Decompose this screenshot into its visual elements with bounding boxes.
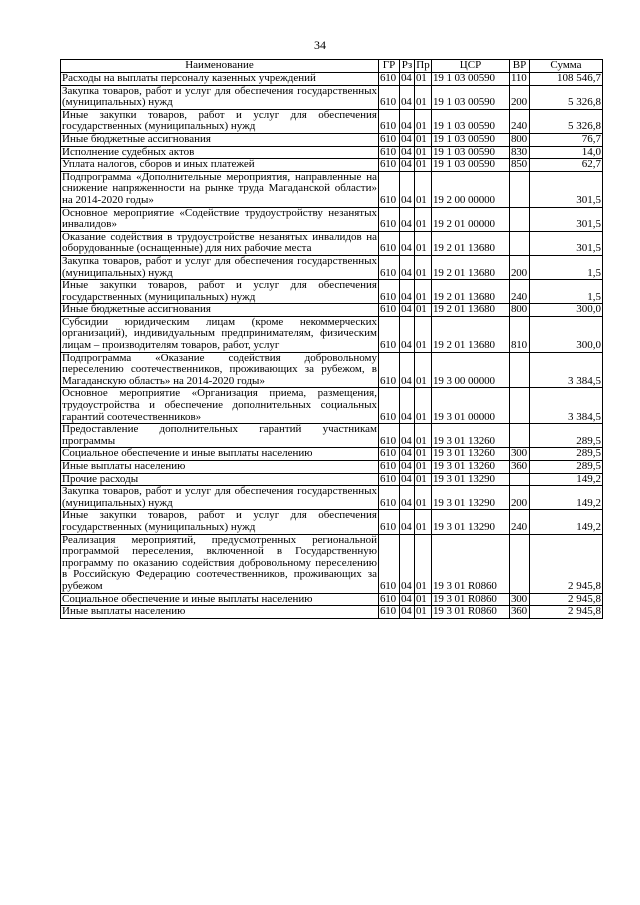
row-name-cell: Реализация мероприятий, предусмотренных региональной программой переселения, включенной в Государственную программу по оказанию содействия добровольному переселению в Российскую Федерацию соотечественников, проживающих за рубежом: [62, 534, 377, 592]
row-vr-cell: [510, 388, 530, 424]
budget-table-body: [61, 73, 603, 619]
row-sum-cell: 5 326,8: [530, 109, 603, 133]
row-csr-cell: 19 2 01 13680: [432, 316, 510, 352]
row-vr-cell: 300: [510, 593, 530, 606]
row-name-cell: Социальное обеспечение и иные выплаты населению: [61, 448, 379, 461]
row-sum-cell: 2 945,8: [530, 534, 603, 593]
row-pr-cell: 01: [415, 473, 432, 486]
row-name-cell: Подпрограмма «Дополнительные мероприятия, направленные на снижение напряженности на рынке труда Магаданской области» на 2014-2020 годы»: [62, 171, 377, 206]
row-gr-cell: 610: [379, 316, 400, 352]
table-row: [61, 316, 603, 352]
row-rz-cell: 04: [400, 255, 415, 279]
row-sum-cell: 149,2: [530, 486, 603, 510]
row-sum-cell: 2 945,8: [530, 593, 603, 606]
row-gr-cell: 610: [379, 73, 400, 86]
row-rz-cell: 04: [400, 73, 415, 86]
table-row: [61, 486, 603, 510]
row-sum-cell: 301,5: [530, 231, 603, 255]
row-name-cell: Иные выплаты населению: [61, 461, 379, 474]
row-rz-cell: 04: [400, 171, 415, 207]
row-csr-cell: 19 1 03 00590: [432, 85, 510, 109]
row-sum-cell: 289,5: [530, 448, 603, 461]
table-row: [61, 352, 603, 388]
table-row: [61, 448, 603, 461]
row-rz-cell: 04: [400, 606, 415, 619]
row-vr-cell: 110: [510, 73, 530, 86]
row-pr-cell: 01: [415, 231, 432, 255]
row-csr-cell: 19 1 03 00590: [432, 159, 510, 172]
row-gr-cell: 610: [379, 388, 400, 424]
row-name-cell: Иные закупки товаров, работ и услуг для обеспечения государственных (муниципальных) нужд: [62, 109, 377, 133]
row-vr-cell: 850: [510, 159, 530, 172]
row-vr-cell: [510, 352, 530, 388]
row-rz-cell: 04: [400, 280, 415, 304]
row-gr-cell: 610: [379, 534, 400, 593]
row-gr-cell: 610: [379, 352, 400, 388]
table-row: [61, 73, 603, 86]
row-pr-cell: 01: [415, 316, 432, 352]
row-csr-cell: 19 3 01 13260: [432, 461, 510, 474]
header-pr: Пр: [416, 59, 430, 72]
table-row: [61, 593, 603, 606]
table-row: [61, 231, 603, 255]
row-sum-cell: 301,5: [530, 207, 603, 231]
row-pr-cell: 01: [415, 388, 432, 424]
row-sum-cell: 3 384,5: [530, 352, 603, 388]
row-rz-cell: 04: [400, 304, 415, 317]
row-name-cell: Иные закупки товаров, работ и услуг для обеспечения государственных (муниципальных) нужд: [62, 279, 377, 303]
row-sum-cell: 108 546,7: [530, 73, 603, 86]
row-gr-cell: 610: [379, 159, 400, 172]
row-pr-cell: 01: [415, 352, 432, 388]
row-csr-cell: 19 2 01 00000: [432, 207, 510, 231]
table-row: [61, 304, 603, 317]
row-csr-cell: 19 3 01 13290: [432, 486, 510, 510]
row-vr-cell: 800: [510, 304, 530, 317]
row-gr-cell: 610: [379, 280, 400, 304]
row-name-cell: Предоставление дополнительных гарантий участникам программы: [62, 423, 377, 447]
row-csr-cell: 19 1 03 00590: [432, 73, 510, 86]
row-csr-cell: 19 3 01 R0860: [432, 606, 510, 619]
table-header-row: [61, 60, 603, 73]
row-pr-cell: 01: [415, 534, 432, 593]
row-vr-cell: 830: [510, 146, 530, 159]
row-csr-cell: 19 3 01 13260: [432, 424, 510, 448]
row-vr-cell: [510, 231, 530, 255]
row-pr-cell: 01: [415, 280, 432, 304]
header-name: Наименование: [61, 60, 379, 73]
row-csr-cell: 19 2 01 13680: [432, 231, 510, 255]
row-sum-cell: 1,5: [530, 280, 603, 304]
row-gr-cell: 610: [379, 606, 400, 619]
table-row: [61, 280, 603, 304]
row-csr-cell: 19 3 01 13260: [432, 448, 510, 461]
row-sum-cell: 3 384,5: [530, 388, 603, 424]
row-pr-cell: 01: [415, 424, 432, 448]
row-rz-cell: 04: [400, 510, 415, 534]
row-pr-cell: 01: [415, 133, 432, 146]
row-rz-cell: 04: [400, 146, 415, 159]
row-pr-cell: 01: [415, 593, 432, 606]
row-gr-cell: 610: [379, 231, 400, 255]
row-vr-cell: 800: [510, 133, 530, 146]
row-rz-cell: 04: [400, 593, 415, 606]
row-pr-cell: 01: [415, 606, 432, 619]
row-csr-cell: 19 3 01 00000: [432, 388, 510, 424]
row-rz-cell: 04: [400, 207, 415, 231]
table-row: [61, 171, 603, 207]
row-name-cell: Социальное обеспечение и иные выплаты населению: [61, 593, 379, 606]
row-vr-cell: 300: [510, 448, 530, 461]
row-pr-cell: 01: [415, 171, 432, 207]
row-csr-cell: 19 3 01 R0860: [432, 534, 510, 593]
row-gr-cell: 610: [379, 133, 400, 146]
row-pr-cell: 01: [415, 255, 432, 279]
header-csr: ЦСР: [432, 60, 510, 73]
row-csr-cell: 19 2 01 13680: [432, 304, 510, 317]
row-pr-cell: 01: [415, 461, 432, 474]
row-name-cell: Подпрограмма «Оказание содействия добровольному переселению соотечественников, проживающих за рубежом, в Магаданскую область» на 2014-2020 годы»: [62, 352, 377, 387]
row-name-cell: Иные закупки товаров, работ и услуг для обеспечения государственных (муниципальных) нужд: [62, 509, 377, 533]
row-sum-cell: 149,2: [530, 510, 603, 534]
row-vr-cell: 200: [510, 486, 530, 510]
row-name-cell: Закупка товаров, работ и услуг для обеспечения государственных (муниципальных) нужд: [62, 85, 377, 109]
row-pr-cell: 01: [415, 486, 432, 510]
row-vr-cell: 200: [510, 255, 530, 279]
row-pr-cell: 01: [415, 304, 432, 317]
header-rz: Рз: [400, 60, 415, 73]
row-name-cell: Субсидии юридическим лицам (кроме некоммерческих организаций), индивидуальным предпринимателям, физическим лицам – производителям товаров, работ, услуг: [62, 316, 377, 352]
row-vr-cell: 240: [510, 510, 530, 534]
row-sum-cell: 289,5: [530, 461, 603, 474]
row-rz-cell: 04: [400, 534, 415, 593]
row-csr-cell: 19 2 00 00000: [432, 171, 510, 207]
row-csr-cell: 19 2 01 13680: [432, 255, 510, 279]
row-sum-cell: 149,2: [530, 473, 603, 486]
row-name-cell: Иные выплаты населению: [61, 606, 379, 619]
row-sum-cell: 1,5: [530, 255, 603, 279]
header-vr: ВР: [510, 60, 530, 73]
table-row: [61, 159, 603, 172]
budget-table: [60, 59, 603, 619]
page-number: 34: [314, 38, 326, 52]
row-rz-cell: 04: [400, 448, 415, 461]
row-name-cell: Прочие расходы: [61, 473, 379, 486]
row-vr-cell: 240: [510, 109, 530, 133]
row-sum-cell: 62,7: [530, 159, 603, 172]
row-pr-cell: 01: [415, 159, 432, 172]
row-sum-cell: 289,5: [530, 424, 603, 448]
table-row: [61, 424, 603, 448]
row-sum-cell: 300,0: [530, 304, 603, 317]
row-vr-cell: 200: [510, 85, 530, 109]
row-name-cell: Уплата налогов, сборов и иных платежей: [61, 159, 379, 172]
row-pr-cell: 01: [415, 73, 432, 86]
row-vr-cell: [510, 171, 530, 207]
row-csr-cell: 19 3 01 R0860: [432, 593, 510, 606]
row-gr-cell: 610: [379, 461, 400, 474]
row-gr-cell: 610: [379, 146, 400, 159]
header-gr: ГР: [379, 60, 400, 73]
row-sum-cell: 2 945,8: [530, 606, 603, 619]
table-row: [61, 473, 603, 486]
row-name-cell: Расходы на выплаты персоналу казенных учреждений: [61, 73, 379, 86]
row-name-cell: Основное мероприятие «Содействие трудоустройству незанятых инвалидов»: [62, 207, 377, 231]
row-gr-cell: 610: [379, 207, 400, 231]
row-name-cell: Закупка товаров, работ и услуг для обеспечения государственных (муниципальных) нужд: [62, 485, 377, 509]
table-row: [61, 109, 603, 133]
table-row: [61, 534, 603, 593]
row-name-cell: Исполнение судебных актов: [61, 146, 379, 159]
row-gr-cell: 610: [379, 109, 400, 133]
table-row: [61, 85, 603, 109]
row-vr-cell: [510, 424, 530, 448]
table-row: [61, 388, 603, 424]
row-pr-cell: 01: [415, 448, 432, 461]
row-gr-cell: 610: [379, 424, 400, 448]
row-csr-cell: 19 1 03 00590: [432, 109, 510, 133]
row-vr-cell: 240: [510, 280, 530, 304]
row-name-cell: Иные бюджетные ассигнования: [61, 304, 379, 317]
row-gr-cell: 610: [379, 448, 400, 461]
row-sum-cell: 300,0: [530, 316, 603, 352]
row-pr-cell: 01: [415, 109, 432, 133]
row-rz-cell: 04: [400, 85, 415, 109]
row-gr-cell: 610: [379, 593, 400, 606]
row-rz-cell: 04: [400, 424, 415, 448]
row-name-cell: Иные бюджетные ассигнования: [61, 133, 379, 146]
row-rz-cell: 04: [400, 461, 415, 474]
row-rz-cell: 04: [400, 231, 415, 255]
row-csr-cell: 19 3 01 13290: [432, 510, 510, 534]
row-vr-cell: 810: [510, 316, 530, 352]
row-pr-cell: 01: [415, 510, 432, 534]
row-gr-cell: 610: [379, 510, 400, 534]
row-pr-cell: 01: [415, 146, 432, 159]
row-vr-cell: 360: [510, 606, 530, 619]
table-row: [61, 146, 603, 159]
header-sum: Сумма: [530, 60, 603, 73]
row-rz-cell: 04: [400, 316, 415, 352]
row-name-cell: Закупка товаров, работ и услуг для обеспечения государственных (муниципальных) нужд: [62, 255, 377, 279]
row-vr-cell: [510, 207, 530, 231]
row-rz-cell: 04: [400, 133, 415, 146]
row-rz-cell: 04: [400, 486, 415, 510]
row-gr-cell: 610: [379, 486, 400, 510]
row-pr-cell: 01: [415, 207, 432, 231]
row-sum-cell: 5 326,8: [530, 85, 603, 109]
table-row: [61, 606, 603, 619]
row-csr-cell: 19 1 03 00590: [432, 133, 510, 146]
row-name-cell: Основное мероприятие «Организация приема, размещения, трудоустройства и обеспечение дополнительных социальных гарантий соотечественников»: [62, 387, 377, 423]
row-csr-cell: 19 1 03 00590: [432, 146, 510, 159]
row-sum-cell: 14,0: [530, 146, 603, 159]
row-csr-cell: 19 2 01 13680: [432, 280, 510, 304]
row-vr-cell: 360: [510, 461, 530, 474]
row-rz-cell: 04: [400, 388, 415, 424]
row-csr-cell: 19 3 01 13290: [432, 473, 510, 486]
row-pr-cell: 01: [415, 85, 432, 109]
row-csr-cell: 19 3 00 00000: [432, 352, 510, 388]
table-row: [61, 207, 603, 231]
row-gr-cell: 610: [379, 85, 400, 109]
row-rz-cell: 04: [400, 159, 415, 172]
row-name-cell: Оказание содействия в трудоустройстве незанятых инвалидов на оборудованные (оснащенные) для них рабочие места: [62, 231, 377, 255]
row-vr-cell: [510, 473, 530, 486]
row-gr-cell: 610: [379, 171, 400, 207]
row-gr-cell: 610: [379, 473, 400, 486]
row-vr-cell: [510, 534, 530, 593]
table-row: [61, 461, 603, 474]
table-row: [61, 133, 603, 146]
row-rz-cell: 04: [400, 109, 415, 133]
row-gr-cell: 610: [379, 304, 400, 317]
row-sum-cell: 301,5: [530, 171, 603, 207]
table-row: [61, 510, 603, 534]
row-sum-cell: 76,7: [530, 133, 603, 146]
row-rz-cell: 04: [400, 473, 415, 486]
row-gr-cell: 610: [379, 255, 400, 279]
table-row: [61, 255, 603, 279]
row-rz-cell: 04: [400, 352, 415, 388]
